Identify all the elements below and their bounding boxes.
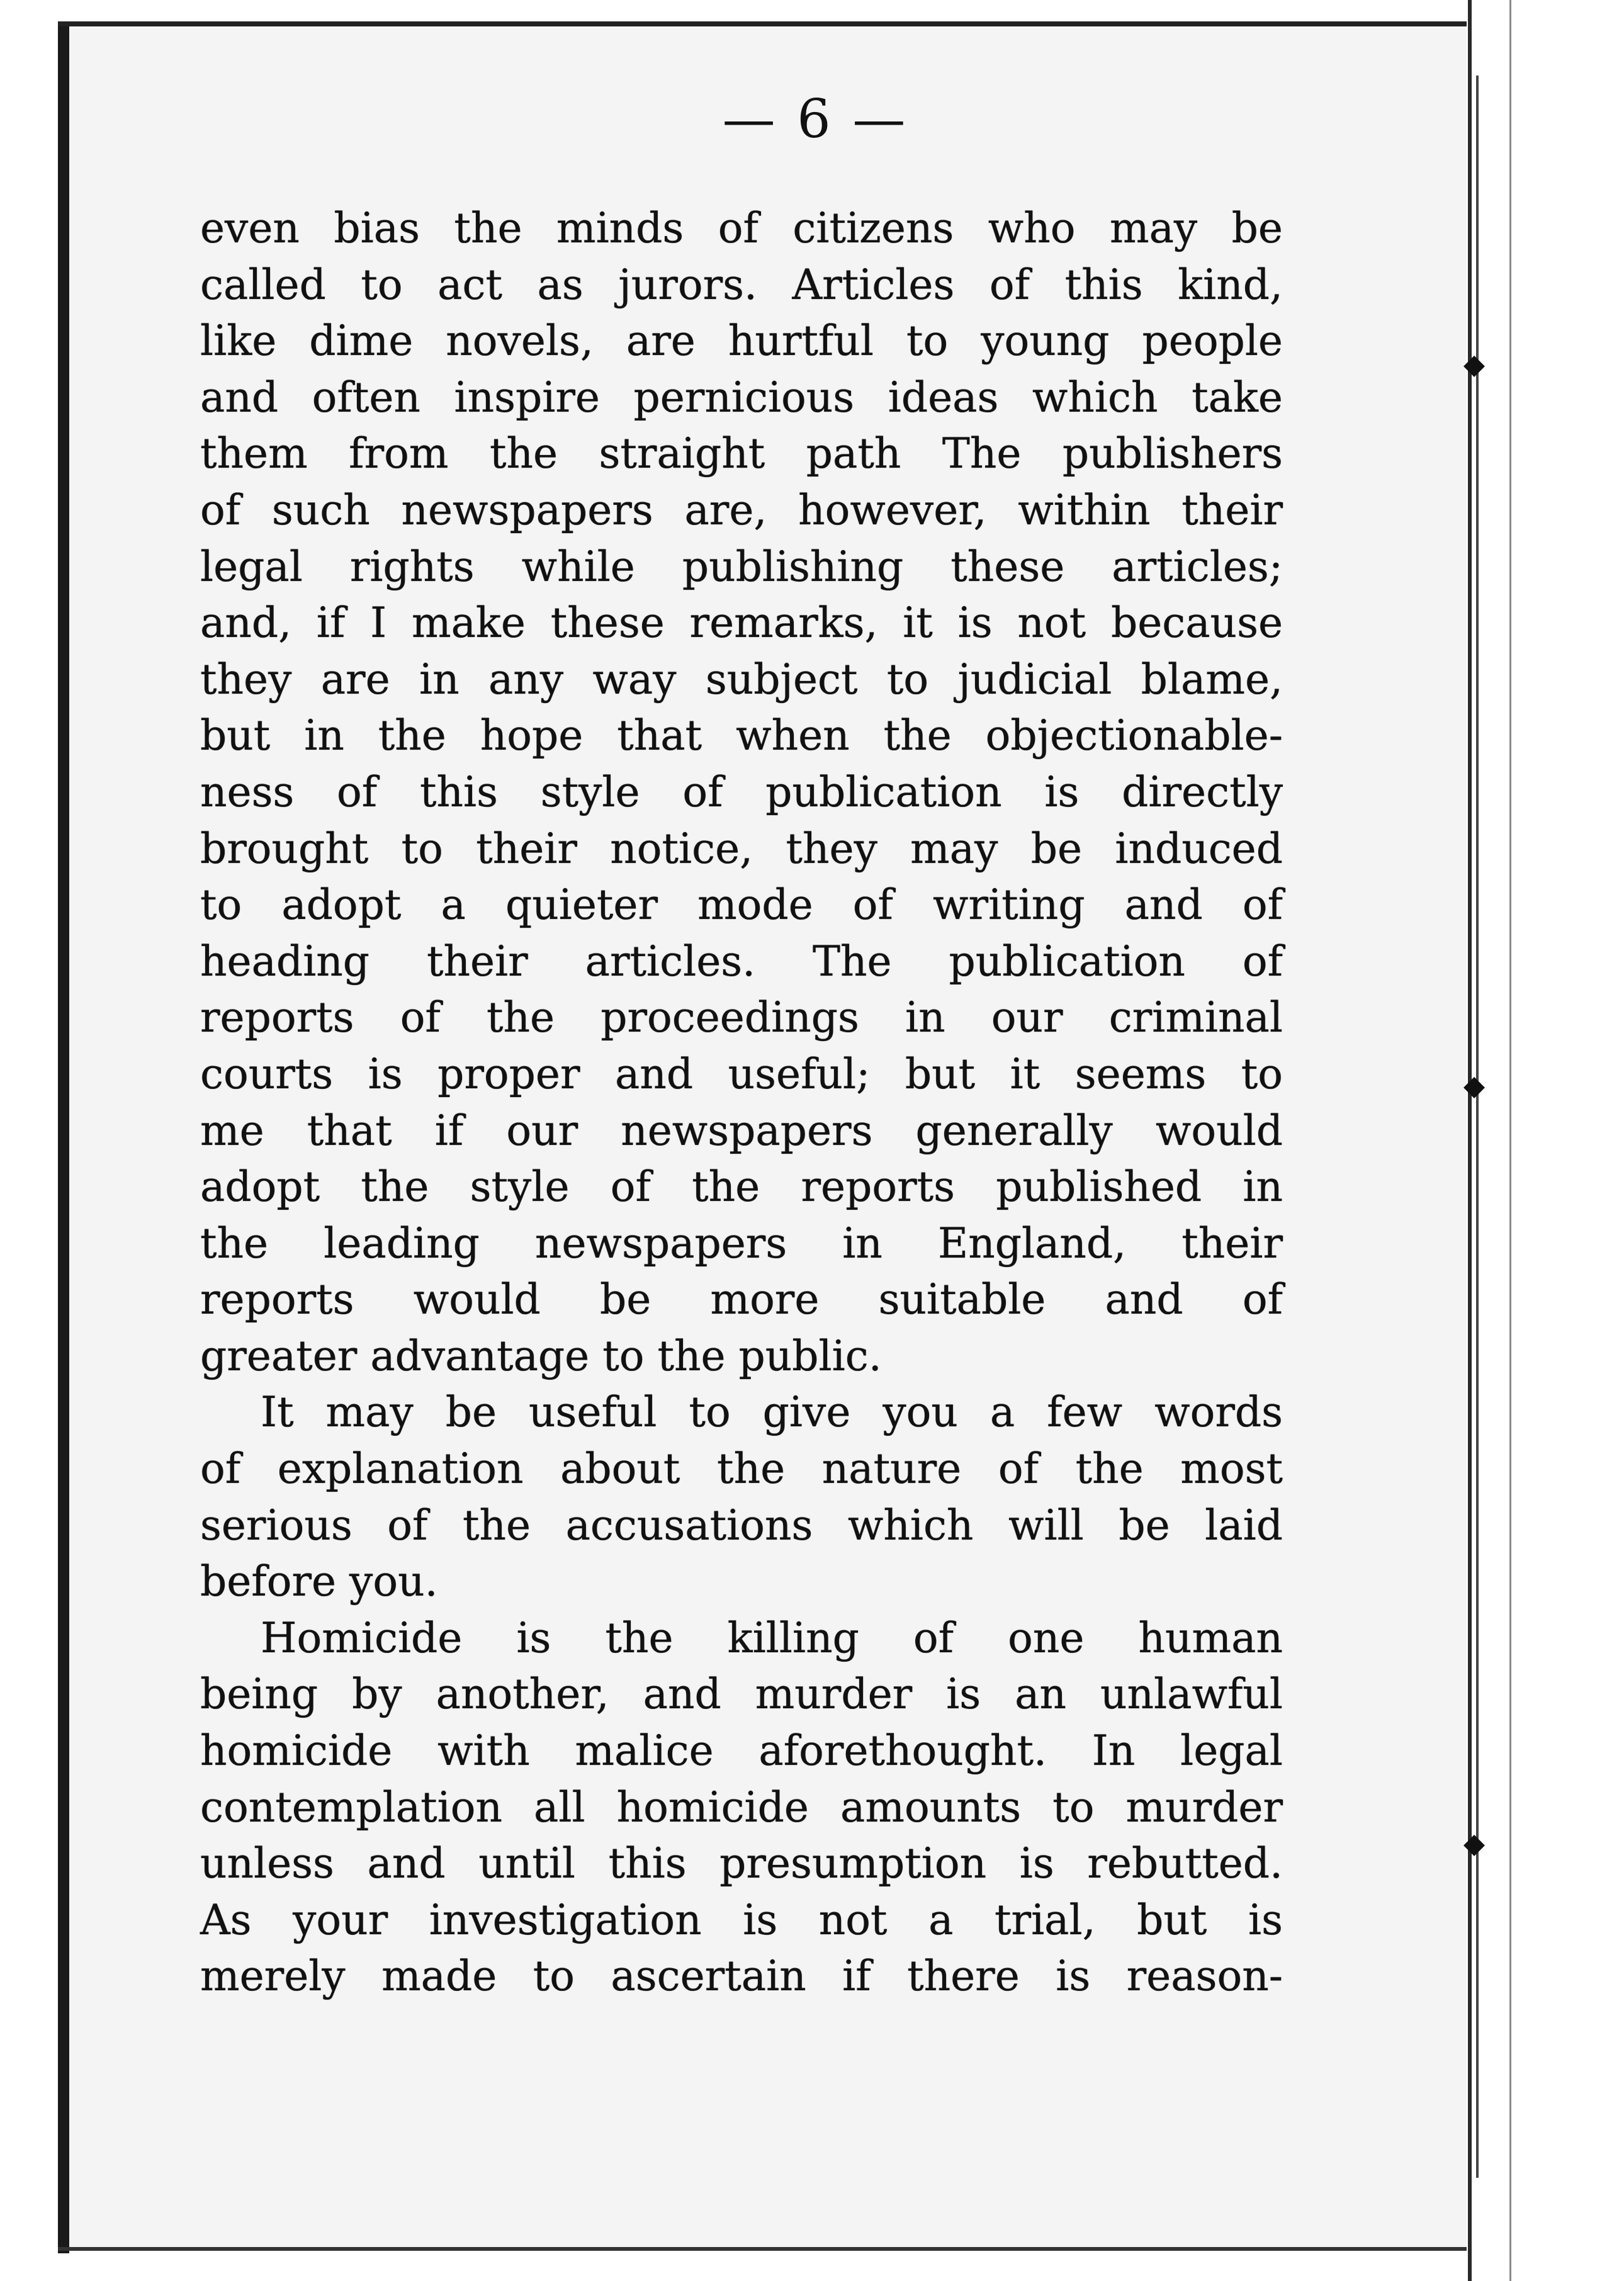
text-line: contemplation all homicide amounts to murder [200, 1783, 1283, 1832]
text-line: courts is proper and useful; but it seems to [200, 1049, 1283, 1098]
text-line: unless and until this presumption is rebutted. [200, 1839, 1283, 1888]
text-line: of such newspapers are, however, within their [200, 485, 1283, 534]
binding-thread-line [1476, 76, 1479, 2178]
text-line: the leading newspapers in England, their [200, 1219, 1283, 1268]
text-line: reports of the proceedings in our criminal [200, 993, 1283, 1042]
text-line: they are in any way subject to judicial blame, [200, 655, 1283, 704]
text-line: adopt the style of the reports published in [200, 1163, 1283, 1212]
text-line: brought to their notice, they may be induced [200, 824, 1283, 873]
text-line: reports would be more suitable and of [200, 1275, 1283, 1324]
text-line: being by another, and murder is an unlawful [200, 1670, 1283, 1719]
binding-edge-line [1468, 0, 1472, 2281]
text-line: me that if our newspapers generally would [200, 1106, 1283, 1155]
text-line: heading their articles. The publication of [200, 937, 1283, 986]
text-line: It may be useful to give you a few words [261, 1388, 1283, 1437]
text-line: to adopt a quieter mode of writing and of [200, 881, 1283, 930]
page-bottom-edge [58, 2247, 1468, 2251]
text-line: Homicide is the killing of one human [261, 1613, 1283, 1662]
text-line: but in the hope that when the objectionable- [200, 711, 1283, 760]
text-line: like dime novels, are hurtful to young people [200, 317, 1283, 366]
text-line: homicide with malice aforethought. In legal [200, 1726, 1283, 1776]
text-line: greater advantage to the public. [200, 1331, 882, 1380]
binding-gutter [1467, 0, 1624, 2281]
text-line: before you. [200, 1557, 438, 1606]
page-number: — 6 — [722, 88, 908, 150]
text-line: and, if I make these remarks, it is not because [200, 599, 1283, 648]
page-top-edge [58, 21, 1468, 26]
binding-outer-line [1509, 0, 1511, 2281]
text-line: legal rights while publishing these articles; [200, 542, 1283, 591]
page-left-edge [58, 25, 69, 2253]
body-text [200, 200, 1283, 2005]
text-line: of explanation about the nature of the most [200, 1445, 1283, 1494]
text-line: them from the straight path The publishers [200, 429, 1283, 478]
text-line: and often inspire pernicious ideas which take [200, 373, 1283, 422]
text-line: As your investigation is not a trial, but is [200, 1895, 1283, 1944]
text-line: even bias the minds of citizens who may be [200, 204, 1283, 252]
text-line: called to act as jurors. Articles of this kind, [200, 260, 1283, 309]
text-line: serious of the accusations which will be laid [200, 1501, 1283, 1550]
text-line: ness of this style of publication is directly [200, 767, 1283, 816]
text-line: merely made to ascertain if there is reason- [200, 1952, 1283, 2001]
